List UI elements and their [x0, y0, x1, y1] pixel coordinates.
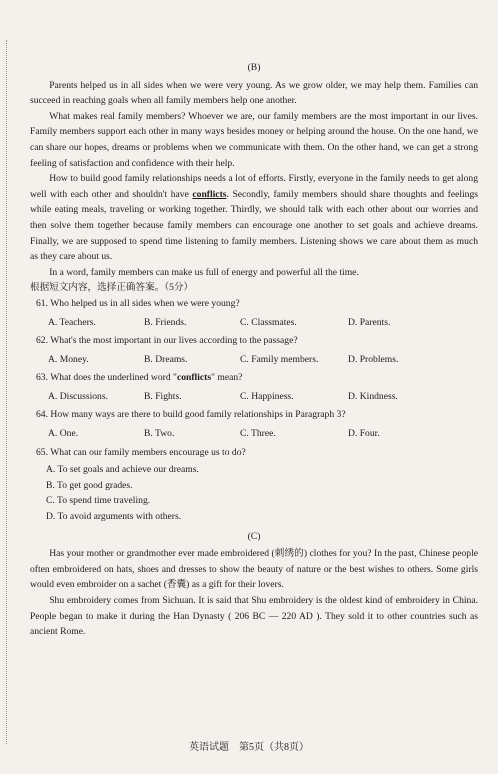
question-61-options: [30, 315, 478, 331]
paragraph-3-part-b: . Secondly, family members should share thoughts and feelings while eating meals, traveling or working together. Thirdly, we should talk with each other about our worries and then solve them together because family members can encourage one another to set goals and achieve dreams. Finally, we are supposed to spend time listening to family members. Listening shows we care about them as much as they care about us.: [30, 188, 479, 263]
question-65-options: [30, 462, 478, 524]
question-64: 64. How many ways are there to build good family relationships in Paragraph 3?: [36, 409, 346, 421]
question-65-option-b[interactable]: B. To get good grades.: [46, 479, 133, 491]
question-61-option-a[interactable]: A. Teachers.: [48, 316, 96, 328]
question-63-stem-b: " mean?: [211, 372, 243, 384]
question-62-options: [30, 352, 478, 368]
question-64-options: [30, 426, 478, 442]
question-63-option-a[interactable]: A. Discussions.: [48, 390, 108, 402]
question-63-option-b[interactable]: B. Fights.: [144, 390, 182, 402]
section-c-label: (C): [247, 530, 261, 542]
question-62-option-d[interactable]: D. Problems.: [348, 353, 399, 365]
question-61-option-c[interactable]: C. Classmates.: [240, 316, 297, 328]
question-63-word: conflicts: [176, 372, 212, 384]
question-61: 61. Who helped us in all sides when we were young?: [36, 297, 240, 309]
passage-c-paragraph-2: Shu embroidery comes from Sichuan. It is said that Shu embroidery is the oldest kind of embroidery in China. People began to make it during the Han Dynasty ( 206 BC — 220 AD ). They sold it to other countries such as ancient Rome.: [30, 595, 478, 638]
question-63: [30, 370, 478, 386]
question-65: 65. What can our family members encourage us to do?: [36, 446, 246, 458]
question-63-option-c[interactable]: C. Happiness.: [240, 390, 294, 402]
question-62-option-c[interactable]: C. Family members.: [240, 353, 319, 365]
section-b-label: (B): [247, 62, 261, 73]
question-63-option-d[interactable]: D. Kindness.: [348, 390, 398, 402]
passage-b-paragraph-4: In a word, family members can make us full of energy and powerful all the time.: [49, 266, 359, 278]
paragraph-3-part-a: How to build good family relationships needs a lot of efforts. Firstly, everyone in the family needs to get along well with each other and shouldn't have: [30, 173, 478, 200]
question-63-options: [30, 389, 478, 405]
question-64-option-a[interactable]: A. One.: [48, 428, 79, 440]
question-63-stem-a: 63. What does the underlined word ": [36, 372, 177, 384]
question-61-option-d[interactable]: D. Parents.: [348, 316, 391, 328]
answer-instruction: 根据短文内容，选择正确答案。（5分）: [30, 282, 194, 294]
underlined-word-conflicts: conflicts: [192, 188, 227, 200]
question-64-option-b[interactable]: B. Two.: [144, 428, 175, 440]
exam-page: [30, 60, 478, 640]
binding-margin-dots: [6, 40, 8, 744]
question-64-option-c[interactable]: C. Three.: [240, 428, 276, 440]
question-62: 62. What's the most important in our lives according to the passage?: [36, 335, 298, 347]
question-61-option-b[interactable]: B. Friends.: [144, 316, 187, 328]
question-65-option-a[interactable]: A. To set goals and achieve our dreams.: [46, 464, 199, 476]
question-64-option-d[interactable]: D. Four.: [348, 428, 380, 440]
passage-b-paragraph-2: What makes real family members? Whoever we are, our family members are the most important in our lives. Family members support each other in many ways besides money or helping around the house. On the one hand, we can share our hopes, dreams or problems when we communicate with them. On the other hand, we can get a strong feeling of satisfaction and confidence with their help.: [30, 110, 478, 169]
question-65-option-c[interactable]: C. To spend time traveling.: [46, 495, 151, 507]
passage-b-paragraph-3: [30, 171, 478, 265]
question-62-option-a[interactable]: A. Money.: [48, 353, 89, 365]
passage-c-paragraph-1: Has your mother or grandmother ever made embroidered (刺绣的) clothes for you? In the past, Chinese people often embroidered on hats, shoes and dresses to show the beauty of nature or the best wishes to others. Some girls would even embroider on a sachet (香囊) as a gift for their lovers.: [30, 548, 478, 591]
passage-b-paragraph-1: Parents helped us in all sides when we were very young. As we grow older, we may help them. Families can succeed in reaching goals when all family members help one another.: [30, 79, 478, 107]
page-footer: 英语试题 第5页（共8页）: [189, 742, 309, 753]
question-62-option-b[interactable]: B. Dreams.: [144, 353, 188, 365]
question-65-option-d[interactable]: D. To avoid arguments with others.: [46, 511, 182, 523]
